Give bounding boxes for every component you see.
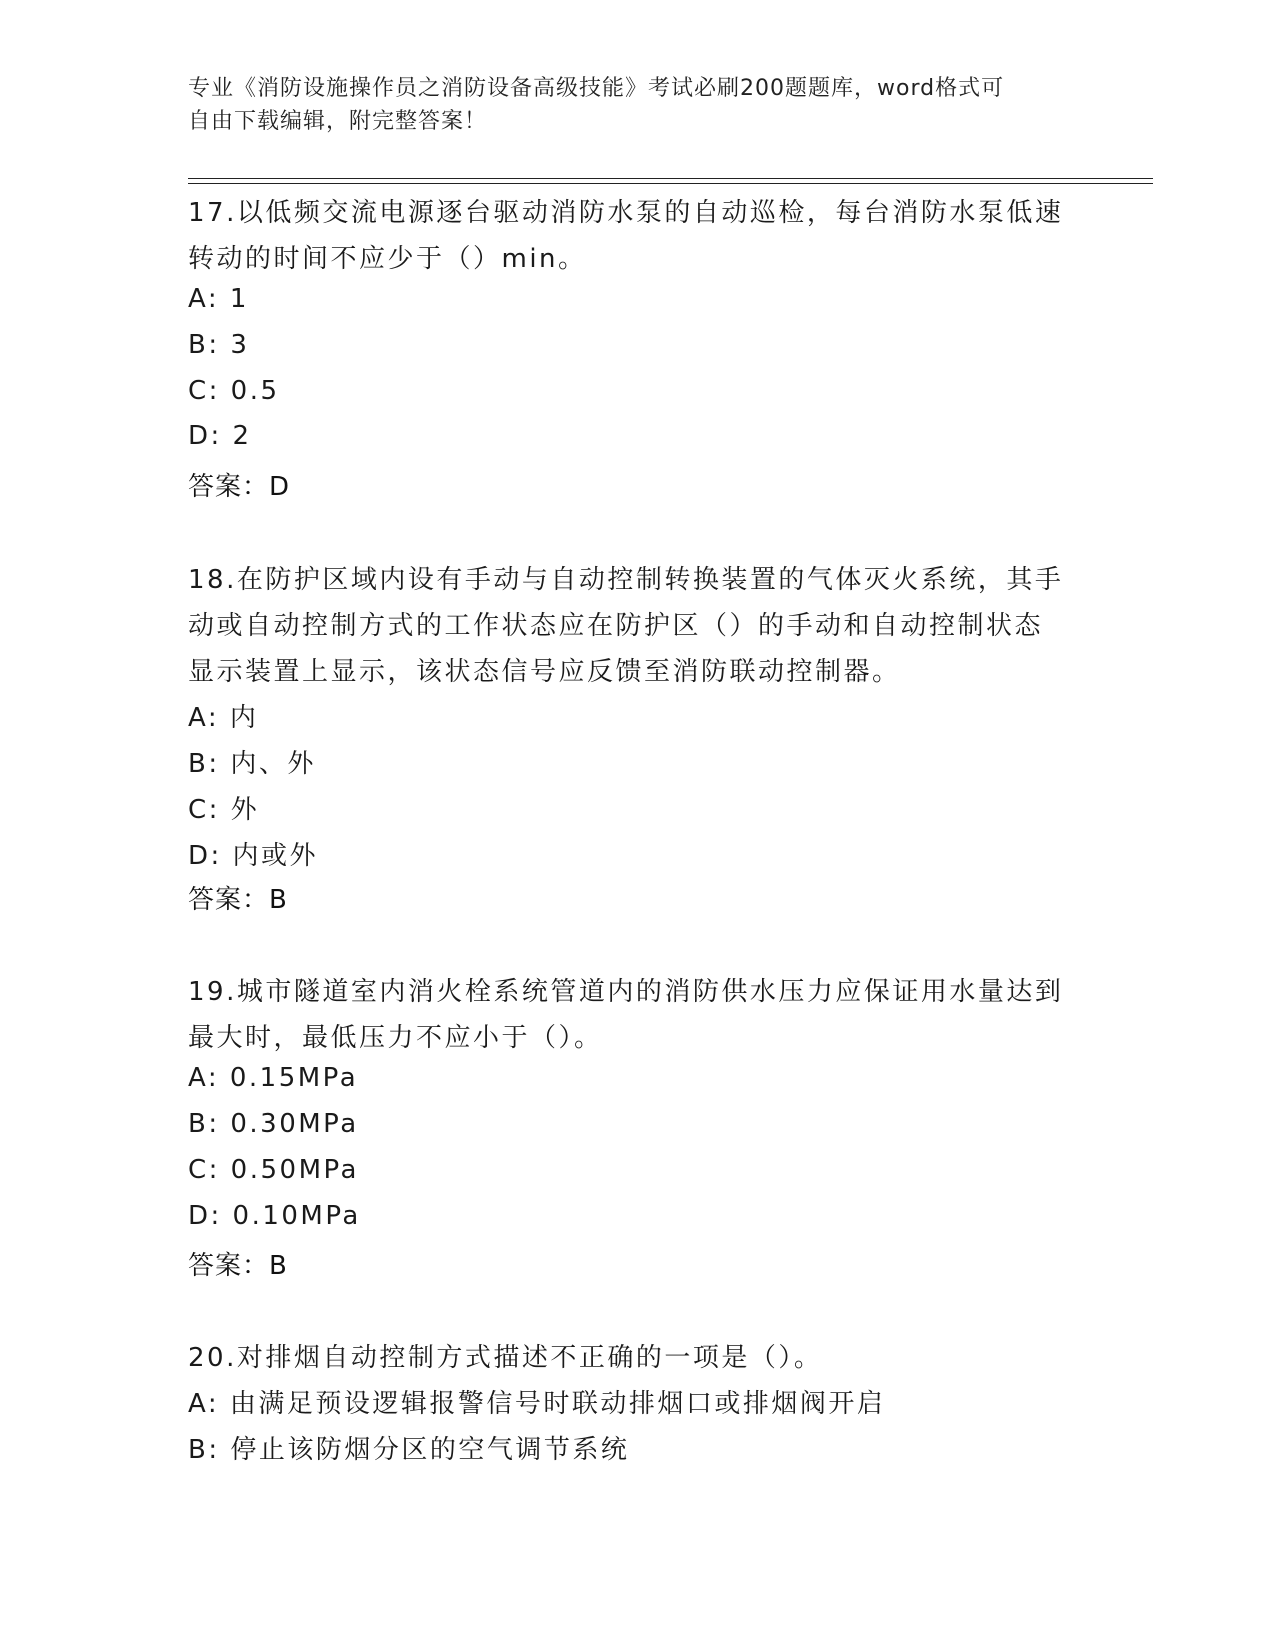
document-header <box>188 72 1068 138</box>
question-17-answer: 答案：D <box>188 472 291 502</box>
question-18-option-d: D: 内或外 <box>188 841 319 871</box>
header-divider-top <box>188 178 1153 179</box>
question-20-option-a: A: 由满足预设逻辑报警信号时联动排烟口或排烟阀开启 <box>188 1389 886 1419</box>
question-19-stem-line-1: 19.城市隧道室内消火栓系统管道内的消防供水压力应保证用水量达到 <box>188 977 1064 1007</box>
question-17-stem-line-2: 转动的时间不应少于（）min。 <box>188 244 587 274</box>
question-18-answer: 答案：B <box>188 885 288 915</box>
question-18-option-b: B: 内、外 <box>188 749 316 779</box>
question-17-option-b: B: 3 <box>188 330 250 360</box>
question-17-option-d: D: 2 <box>188 421 252 451</box>
header-line-2: 自由下载编辑，附完整答案！ <box>188 109 488 134</box>
question-19-option-d: D: 0.10MPa <box>188 1201 361 1231</box>
question-18-stem-line-3: 显示装置上显示，该状态信号应反馈至消防联动控制器。 <box>188 657 901 687</box>
question-18-stem-line-2: 动或自动控制方式的工作状态应在防护区（）的手动和自动控制状态 <box>188 611 1044 641</box>
question-19-option-a: A: 0.15MPa <box>188 1063 359 1093</box>
question-19-option-c: C: 0.50MPa <box>188 1155 359 1185</box>
question-18-option-a: A: 内 <box>188 703 259 733</box>
question-20-stem-line-1: 20.对排烟自动控制方式描述不正确的一项是（）。 <box>188 1343 823 1373</box>
header-divider-bottom <box>188 183 1153 184</box>
question-20-option-b: B: 停止该防烟分区的空气调节系统 <box>188 1435 630 1465</box>
question-17-option-a: A: 1 <box>188 284 249 314</box>
question-19-stem-line-2: 最大时，最低压力不应小于（）。 <box>188 1023 603 1053</box>
question-17-stem-line-1: 17.以低频交流电源逐台驱动消防水泵的自动巡检，每台消防水泵低速 <box>188 198 1064 228</box>
question-18-stem-line-1: 18.在防护区域内设有手动与自动控制转换装置的气体灭火系统，其手 <box>188 565 1064 595</box>
question-19-answer: 答案：B <box>188 1251 288 1281</box>
question-17-option-c: C: 0.5 <box>188 376 280 406</box>
question-19-option-b: B: 0.30MPa <box>188 1109 359 1139</box>
header-line-1: 专业《消防设施操作员之消防设备高级技能》考试必刷200题题库，word格式可 <box>188 76 1005 101</box>
question-18-option-c: C: 外 <box>188 795 260 825</box>
